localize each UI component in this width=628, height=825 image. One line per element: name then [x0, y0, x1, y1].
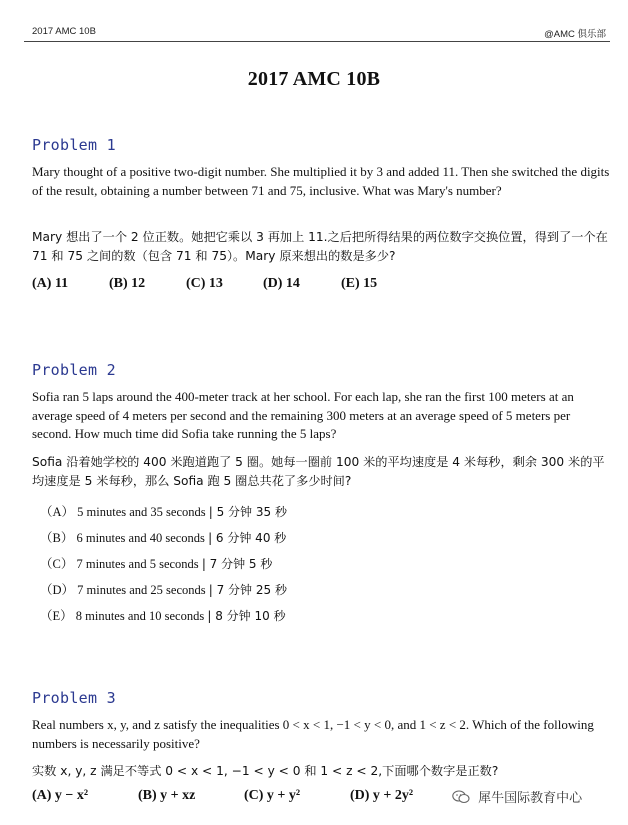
choice-b: (B) y + xz: [138, 788, 196, 803]
choice-letter: （B）: [40, 531, 74, 545]
choice-a: (A) y − x²: [32, 788, 89, 803]
choice-text-en: 6 minutes and 40 seconds: [76, 531, 205, 545]
choice-d: (D) y + 2y²: [350, 788, 414, 803]
page-header: [32, 26, 606, 40]
choice-text-zh: | 5 分钟 35 秒: [208, 505, 287, 519]
problem-1-title: Problem 1: [32, 136, 116, 154]
problem-3-title: Problem 3: [32, 689, 116, 707]
choice-letter: （C）: [40, 557, 74, 571]
choice-e: (E) 15: [341, 276, 378, 291]
choice-letter: （E）: [40, 609, 73, 623]
problem-2-choice-c: [40, 554, 272, 572]
choice-text-en: 7 minutes and 5 seconds: [76, 557, 199, 571]
problem-2-choice-d: [40, 580, 287, 598]
choice-text-en: 7 minutes and 25 seconds: [77, 583, 206, 597]
problem-3-text-en: Real numbers x, y, and z satisfy the inequalities 0 < x < 1, −1 < y < 0, and 1 < z < 2. Which of the following numbers is necessarily positive?: [32, 717, 594, 751]
problem-1-text-zh: Mary 想出了一个 2 位正数。她把它乘以 3 再加上 11.之后把所得结果的两位数字交换位置，得到了一个在 71 和 75 之间的数（包含 71 和 75）。Mary 原来想出的数是多少?: [32, 230, 608, 263]
header-left: 2017 AMC 10B: [32, 26, 96, 37]
wechat-icon: [452, 790, 470, 804]
choice-text-en: 8 minutes and 10 seconds: [75, 609, 205, 623]
problem-2-choice-e: [40, 606, 286, 624]
choice-text-zh: | 7 分钟 25 秒: [208, 583, 287, 597]
choice-d: (D) 14: [263, 276, 300, 291]
choice-letter: （D）: [40, 583, 75, 597]
problem-1-text-en: Mary thought of a positive two-digit number. She multiplied it by 3 and added 11. Then she switched the digits of the result, obtaining a number between 71 and 75, inclusive. What was Mary's number?: [32, 164, 610, 198]
choice-c: (C) y + y²: [244, 788, 301, 803]
problem-3-text-zh: 实数 x, y, z 满足不等式 0 < x < 1, −1 < y < 0 和 1 < z < 2,下面哪个数字是正数?: [32, 764, 499, 778]
choice-text-en: 5 minutes and 35 seconds: [77, 505, 206, 519]
choice-text-zh: | 8 分钟 10 秒: [207, 609, 286, 623]
problem-2-title: Problem 2: [32, 361, 116, 379]
problem-2-text-zh: Sofia 沿着她学校的 400 米跑道跑了 5 圈。她每一圈前 100 米的平均速度是 4 米每秒，剩余 300 米的平均速度是 5 米每秒，那么 Sofia 跑 5 圈总共花了多少时间?: [32, 455, 605, 488]
choice-text-zh: | 7 分钟 5 秒: [201, 557, 273, 571]
problem-2-choice-a: [40, 502, 287, 520]
choice-text-zh: | 6 分钟 40 秒: [208, 531, 287, 545]
watermark-text: 犀牛国际教育中心: [478, 791, 583, 806]
problem-2-choice-b: [40, 528, 286, 546]
choice-c: (C) 13: [186, 276, 223, 291]
choice-a: (A) 11: [32, 276, 69, 291]
choice-letter: （A）: [40, 505, 75, 519]
watermark: [452, 787, 582, 806]
page-title: 2017 AMC 10B: [247, 68, 381, 90]
header-right: @AMC 俱乐部: [544, 29, 606, 40]
header-divider: [24, 41, 610, 42]
choice-b: (B) 12: [109, 276, 146, 291]
problem-2-text-en: Sofia ran 5 laps around the 400-meter track at her school. For each lap, she ran the first 100 meters at an average speed of 4 meters per second and the remaining 300 meters at an average speed of 5 meters per second. How much time did Sofia take running the 5 laps?: [32, 389, 574, 441]
